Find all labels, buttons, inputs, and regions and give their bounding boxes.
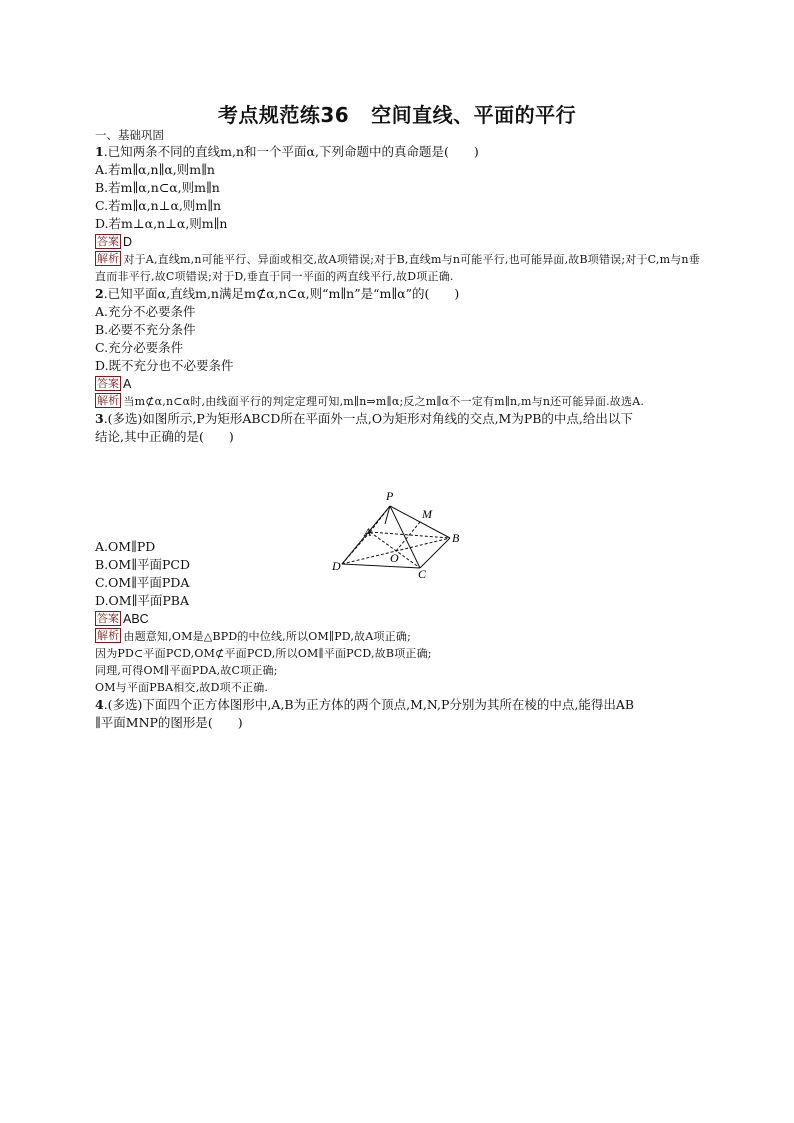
title-topic: 空间直线、平面的平行: [371, 103, 577, 127]
explain-tag: 解析: [97, 394, 120, 407]
q3-explanation: [95, 628, 700, 645]
q4-stem-line2: ∥平面MNP的图形是( ): [95, 715, 243, 730]
page-title: [0, 99, 794, 128]
q1-explanation-text: 对于A,直线m,n可能平行、异面或相交,故A项错误;对于B,直线m与n可能平行,也可能异面,故B项错误;对于C,m与n垂直而非平行,故C项错误;对于D,垂直于同一平面的两直线平行,故D项正确.: [95, 253, 700, 283]
q2-option-d: D.既不充分也不必要条件: [95, 358, 234, 373]
q2-option-c: C.充分必要条件: [95, 340, 184, 355]
answer-tag: 答案: [97, 235, 119, 248]
edge-ab: [370, 532, 450, 538]
q4-stem-line1: [95, 696, 700, 714]
title-number: 考点规范练36: [217, 103, 350, 127]
q3-explanation-line4: OM与平面PBA相交,故D项不正确.: [95, 681, 269, 694]
label-b: B: [452, 531, 460, 545]
q1-explanation: [95, 251, 700, 285]
edge-cb: [420, 538, 450, 568]
q2-stem: [95, 285, 700, 303]
section-heading: 一、基础巩固: [95, 128, 164, 142]
q1-answer: [95, 233, 700, 251]
q3-explanation-line1: 由题意知,OM是△BPD的中位线,所以OM∥PD,故A项正确;: [123, 630, 411, 643]
explain-tag: 解析: [97, 629, 120, 642]
q1-option-c: C.若m∥α,n⊥α,则m∥n: [95, 198, 222, 213]
q3-explanation-line2: 因为PD⊂平面PCD,OM⊄平面PCD,所以OM∥平面PCD,故B项正确;: [95, 647, 432, 660]
q1-stem-text: .已知两条不同的直线m,n和一个平面α,下列命题中的真命题是( ): [103, 144, 479, 159]
pyramid-figure: [330, 488, 470, 578]
q1-option-d: D.若m⊥α,n⊥α,则m∥n: [95, 216, 228, 231]
q2-option-a: A.充分不必要条件: [95, 304, 196, 319]
q3-option-b: B.OM∥平面PCD: [95, 557, 190, 572]
label-m: M: [422, 507, 432, 521]
edge-dc: [342, 564, 420, 568]
q3-number: 3: [95, 411, 104, 426]
q3-option-d: D.OM∥平面PBA: [95, 593, 189, 608]
q2-number: 2: [95, 286, 104, 301]
q4-number: 4: [95, 697, 104, 712]
label-o: O: [390, 551, 399, 565]
label-c: C: [418, 567, 427, 578]
answer-tag: 答案: [97, 377, 119, 390]
q4-stem-text: .(多选)下面四个正方体图形中,A,B为正方体的两个顶点,M,N,P分别为其所在棱的中点,能得出AB: [103, 697, 635, 712]
q1-number: 1: [95, 144, 104, 159]
content: [95, 127, 700, 732]
q2-stem-text: .已知平面α,直线m,n满足m⊄α,n⊂α,则“m∥n”是“m∥α”的( ): [103, 286, 460, 301]
q3-stem-line1: [95, 410, 700, 428]
q3-stem-line2: 结论,其中正确的是( ): [95, 429, 234, 444]
explain-tag: 解析: [97, 252, 120, 265]
q2-answer: [95, 375, 700, 393]
q2-option-b: B.必要不充分条件: [95, 322, 196, 337]
q2-answer-value: A: [123, 377, 132, 391]
q3-option-c: C.OM∥平面PDA: [95, 575, 190, 590]
q3-answer: [95, 610, 700, 628]
pyramid-diagram: [330, 488, 470, 578]
q1-option-b: B.若m∥α,n⊂α,则m∥n: [95, 180, 220, 195]
q2-explanation: [95, 393, 700, 410]
answer-tag: 答案: [97, 612, 119, 625]
q3-explanation-line3: 同理,可得OM∥平面PDA,故C项正确;: [95, 664, 278, 677]
q1-stem: [95, 143, 700, 161]
q1-answer-value: D: [123, 235, 133, 249]
q3-stem-text: .(多选)如图所示,P为矩形ABCD所在平面外一点,O为矩形对角线的交点,M为PB的中点,给出以下: [103, 411, 633, 426]
q3-answer-value: ABC: [123, 612, 149, 626]
edge-ap: [370, 506, 390, 532]
label-a: A: [364, 525, 372, 539]
label-p: P: [386, 489, 394, 503]
q3-option-a: A.OM∥PD: [95, 539, 156, 554]
q1-option-a: A.若m∥α,n∥α,则m∥n: [95, 162, 215, 177]
q2-explanation-text: 当m⊄α,n⊂α时,由线面平行的判定定理可知,m∥n⇒m∥α;反之m∥α不一定有m∥n,m与n还可能异面.故选A.: [123, 395, 645, 408]
label-d: D: [332, 559, 341, 573]
